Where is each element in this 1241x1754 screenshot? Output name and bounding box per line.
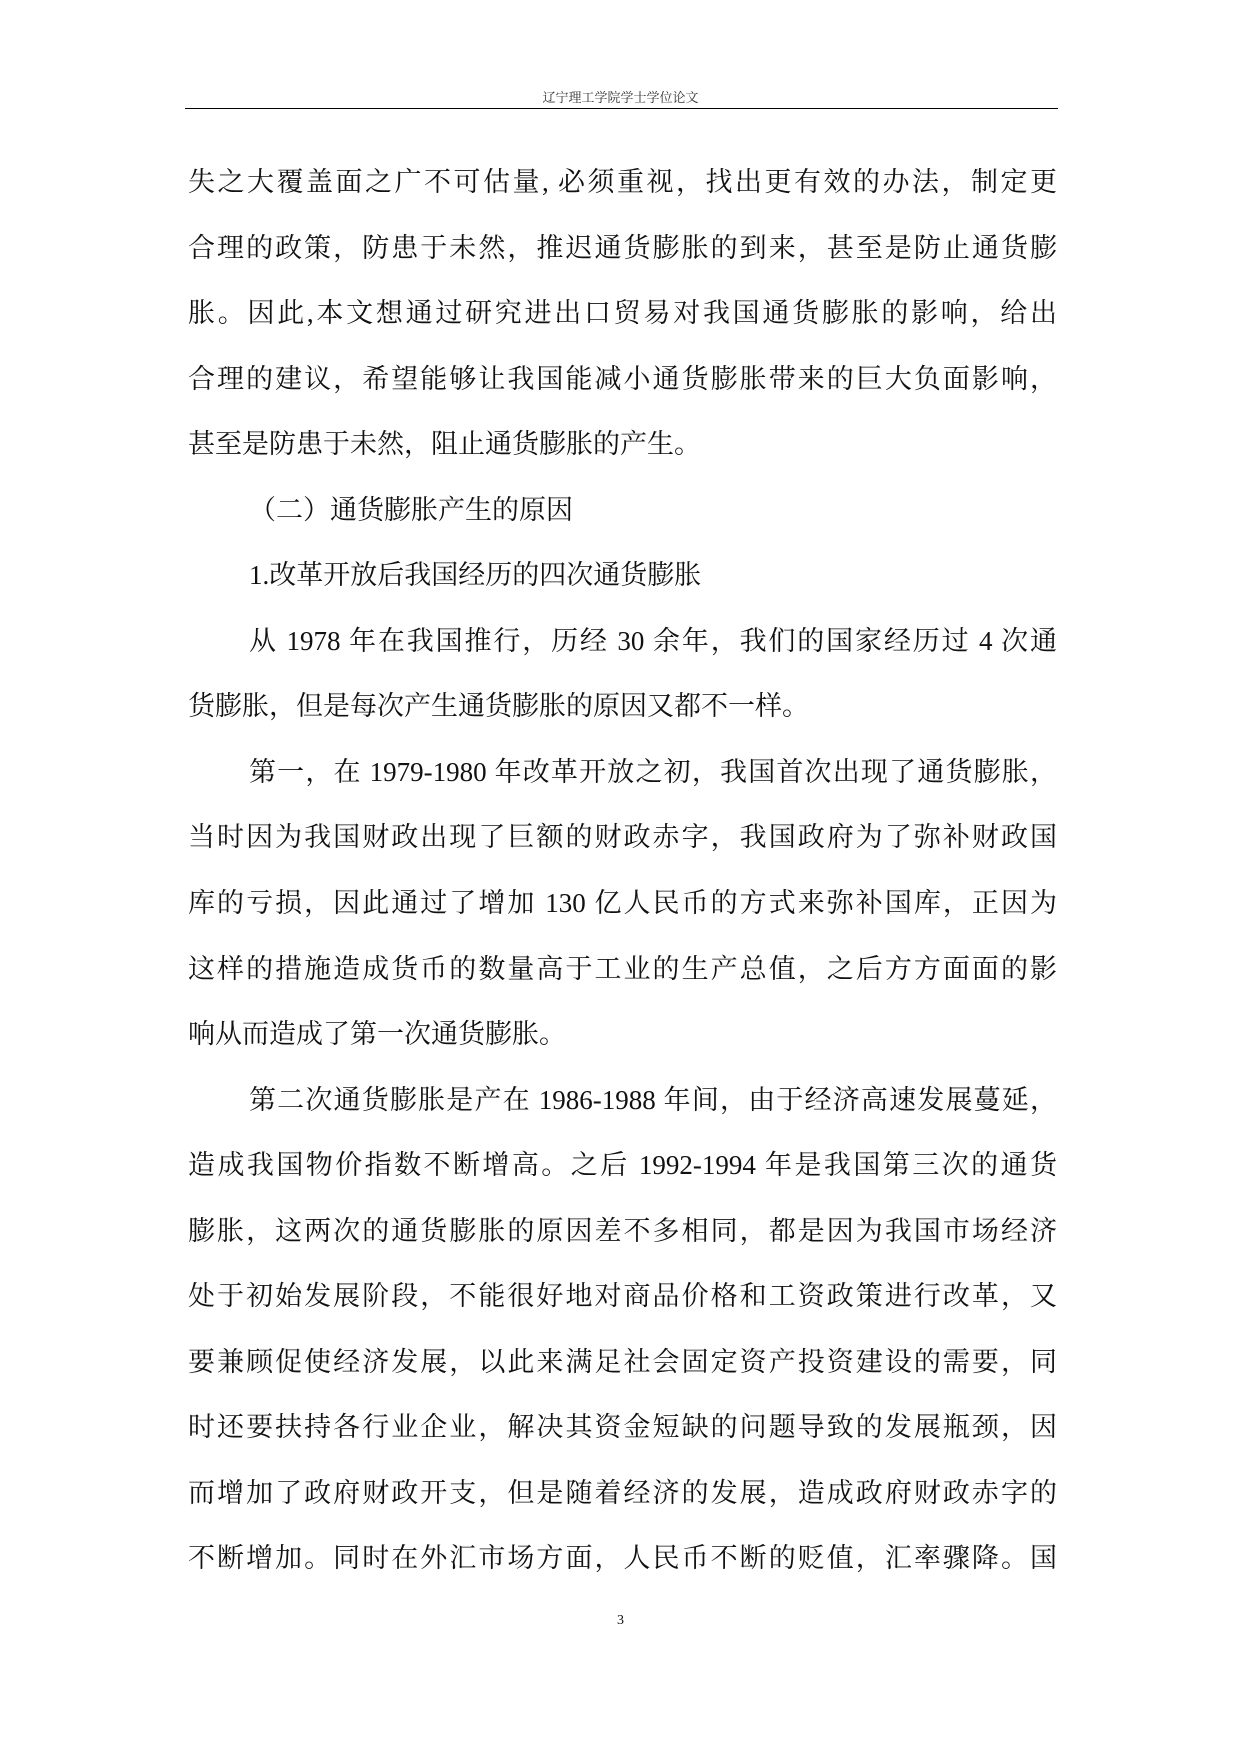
subsection-heading: 1.改革开放后我国经历的四次通货膨胀 [249, 560, 702, 591]
text-line: 从 1978 年在我国推行，历经 30 余年，我们的国家经历过 4 次通 [249, 625, 1057, 656]
page-number: 3 [617, 1613, 624, 1628]
text-line: 失之大覆盖面之广不可估量, 必须重视，找出更有效的办法，制定更 [188, 167, 1057, 197]
text-line: 合理的政策，防患于未然，推迟通货膨胀的到来，甚至是防止通货膨 [188, 232, 1057, 263]
text-line: 合理的建议，希望能够让我国能减小通货膨胀带来的巨大负面影响， [188, 363, 1057, 394]
text-line: 时还要扶持各行业企业，解决其资金短缺的问题导致的发展瓶颈，因 [188, 1412, 1057, 1443]
text-line: 响从而造成了第一次通货膨胀。 [188, 1019, 566, 1050]
text-line: 甚至是防患于未然，阻止通货膨胀的产生。 [188, 429, 701, 460]
text-line: 造成我国物价指数不断增高。之后 1992-1994 年是我国第三次的通货 [188, 1150, 1057, 1181]
text-line: 第一，在 1979-1980 年改革开放之初，我国首次出现了通货膨胀， [249, 756, 1057, 787]
text-line: 不断增加。同时在外汇市场方面，人民币不断的贬值，汇率骤降。国 [188, 1543, 1057, 1574]
text-line: 要兼顾促使经济发展，以此来满足社会固定资产投资建设的需要，同 [188, 1346, 1057, 1377]
section-heading: （二）通货膨胀产生的原因 [249, 494, 573, 525]
text-line: 库的亏损，因此通过了增加 130 亿人民币的方式来弥补国库，正因为 [188, 888, 1057, 919]
body-text [188, 150, 1057, 1592]
text-line: 这样的措施造成货币的数量高于工业的生产总值，之后方方面面的影 [188, 953, 1057, 984]
text-line: 第二次通货膨胀是产在 1986-1988 年间，由于经济高速发展蔓延， [249, 1084, 1057, 1115]
text-line: 膨胀，这两次的通货膨胀的原因差不多相同，都是因为我国市场经济 [188, 1215, 1057, 1246]
text-line: 当时因为我国财政出现了巨额的财政赤字，我国政府为了弥补财政国 [188, 822, 1057, 853]
running-header-title: 辽宁理工学院学士学位论文 [542, 90, 699, 105]
text-line: 货膨胀，但是每次产生通货膨胀的原因又都不一样。 [188, 691, 809, 722]
header-divider [185, 108, 1058, 109]
text-line: 胀。因此,本文想通过研究进出口贸易对我国通货膨胀的影响，给出 [188, 298, 1057, 329]
text-line: 而增加了政府财政开支，但是随着经济的发展，造成政府财政赤字的 [188, 1477, 1057, 1508]
text-line: 处于初始发展阶段，不能很好地对商品价格和工资政策进行改革，又 [188, 1281, 1057, 1312]
